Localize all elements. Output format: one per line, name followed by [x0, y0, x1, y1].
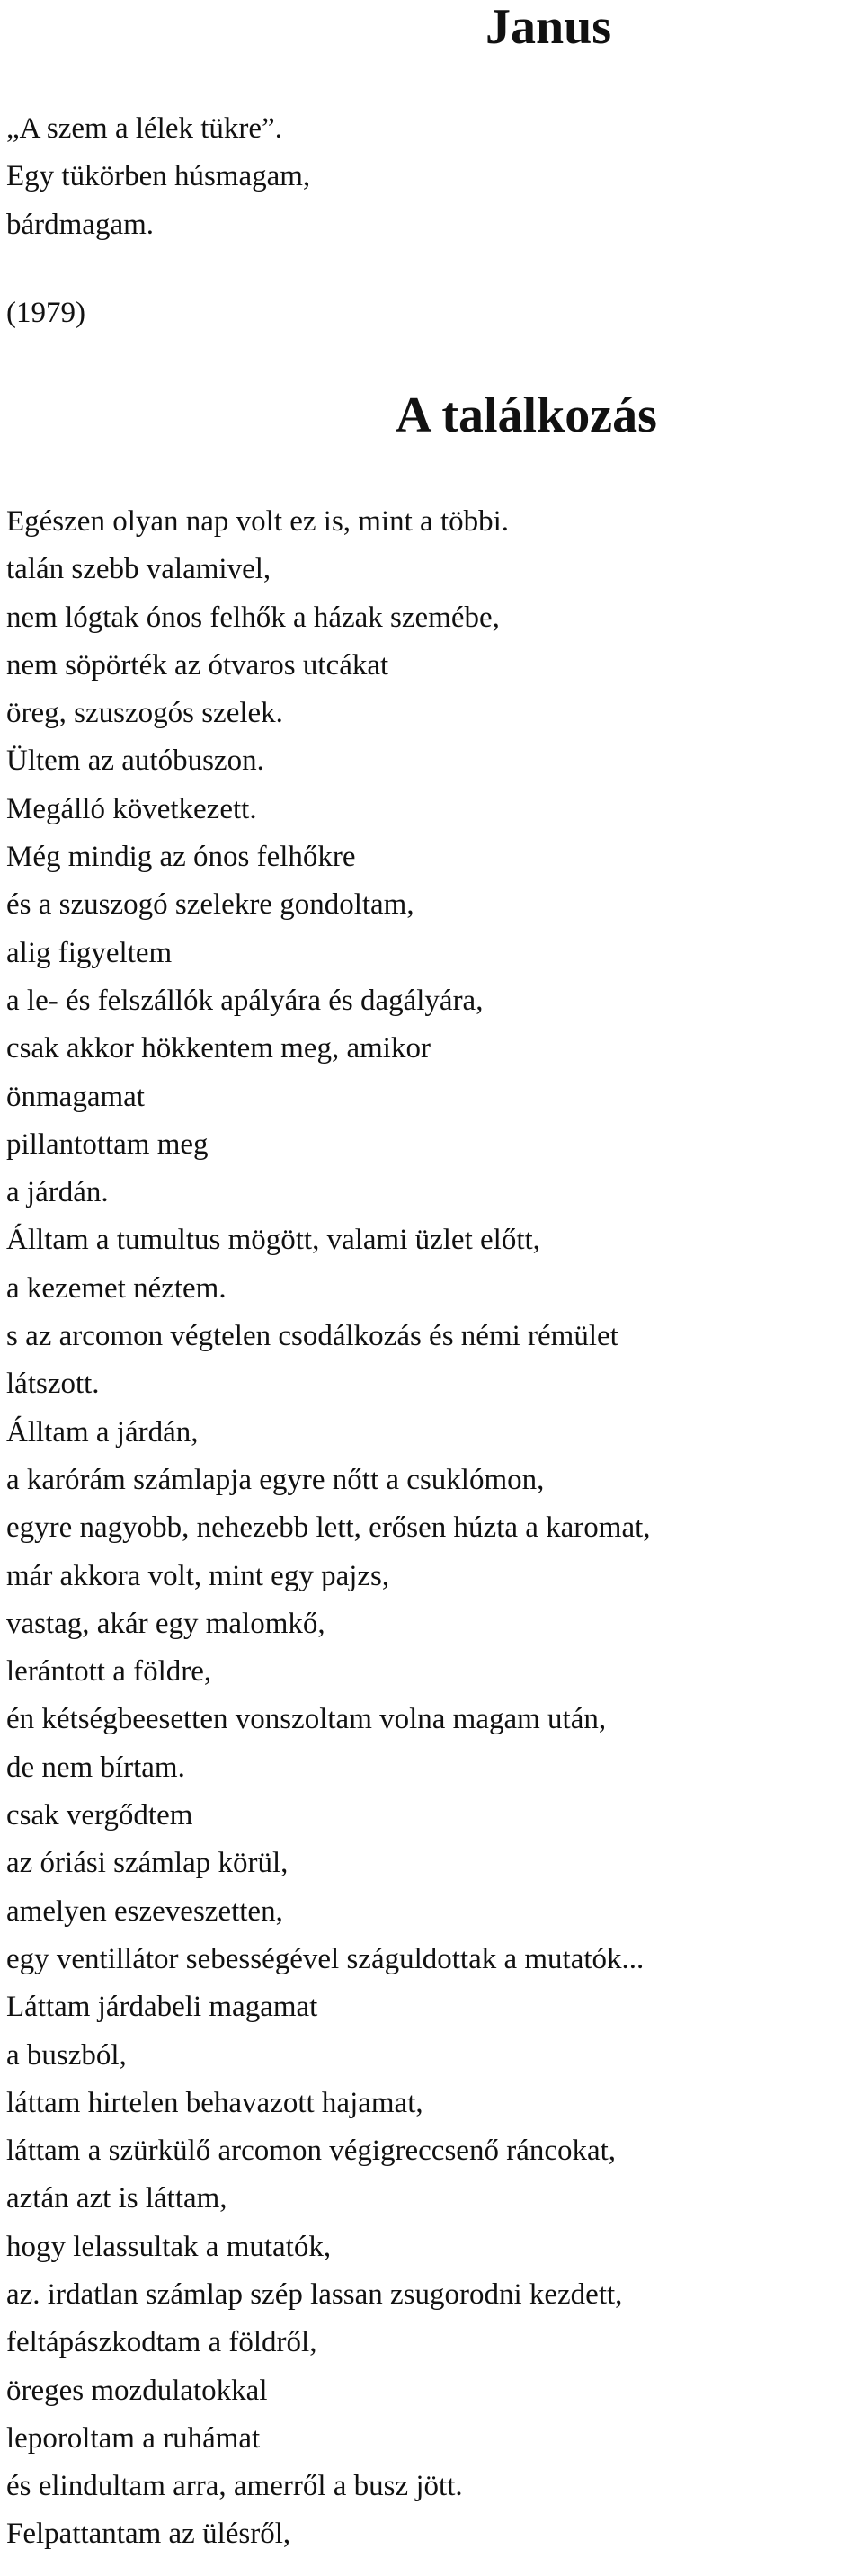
poem-line: hogy lelassultak a mutatók,	[6, 2230, 332, 2263]
poem-line: a kezemet néztem.	[6, 1271, 227, 1305]
poem-line: már akkora volt, mint egy pajzs,	[6, 1559, 390, 1592]
poem-line: az óriási számlap körül,	[6, 1847, 289, 1880]
poem-line: láttam hirtelen behavazott hajamat,	[6, 2086, 423, 2119]
poem-line: és a szuszogó szelekre gondoltam,	[6, 888, 414, 922]
poem-line: alig figyeltem	[6, 936, 173, 969]
poem-line: az. irdatlan számlap szép lassan zsugorodni kezdett,	[6, 2277, 623, 2311]
poem-a-talalkozas-body	[6, 498, 651, 2559]
poem-line: Felpattantam az ülésről,	[6, 2518, 291, 2551]
poem-line: a karórám számlapja egyre nőtt a csuklómon,	[6, 1463, 545, 1496]
poem-line: a buszból,	[6, 2038, 127, 2072]
poem-line: egyre nagyobb, nehezebb lett, erősen húzta a karomat,	[6, 1511, 651, 1545]
poem-line: de nem bírtam.	[6, 1751, 185, 1784]
poem-year: (1979)	[6, 297, 85, 329]
poem-line: a járdán.	[6, 1176, 109, 1209]
poem-line: Még mindig az ónos felhőkre	[6, 841, 356, 874]
poem-line: öreg, szuszogós szelek.	[6, 697, 283, 730]
poem-line: egy ventillátor sebességével száguldottak a mutatók...	[6, 1942, 645, 1975]
poem-line: amelyen eszeveszetten,	[6, 1894, 283, 1928]
poem-line: bárdmagam.	[6, 208, 155, 241]
poem-line: csak akkor hökkentem meg, amikor	[6, 1032, 431, 1065]
poem-line: látszott.	[6, 1368, 100, 1401]
poem-title-a-talalkozas: A találkozás	[396, 388, 657, 443]
poem-line: Álltam a tumultus mögött, valami üzlet előtt,	[6, 1224, 540, 1257]
poem-line: öreges mozdulatokkal	[6, 2374, 268, 2407]
poem-line: én kétségbeesetten vonszoltam volna magam után,	[6, 1703, 607, 1736]
poem-line: és elindultam arra, amerről a busz jött.	[6, 2470, 463, 2503]
poem-line: Ültem az autóbuszon.	[6, 744, 264, 778]
poem-line: nem söpörték az ótvaros utcákat	[6, 648, 389, 682]
poem-line: talán szebb valamivel,	[6, 553, 271, 586]
poem-line: Egészen olyan nap volt ez is, mint a többi.	[6, 505, 510, 538]
poem-line: önmagamat	[6, 1080, 145, 1113]
poem-line: Láttam járdabeli magamat	[6, 1991, 318, 2024]
poem-line: pillantottam meg	[6, 1128, 209, 1161]
poem-line: „A szem a lélek tükre”.	[6, 112, 282, 145]
poem-line: Egy tükörben húsmagam,	[6, 160, 311, 193]
poem-line: feltápászkodtam a földről,	[6, 2326, 317, 2359]
poem-line: lerántott a földre,	[6, 1655, 212, 1689]
poem-line: Álltam a járdán,	[6, 1415, 199, 1448]
poem-title-janus: Janus	[485, 0, 612, 55]
poem-janus-body	[6, 105, 310, 249]
poem-line: vastag, akár egy malomkő,	[6, 1607, 325, 1640]
poem-line: aztán azt is láttam,	[6, 2182, 227, 2215]
poem-line: a le- és felszállók apályára és dagályára,	[6, 984, 484, 1017]
poem-line: láttam a szürkülő arcomon végigreccsenő ráncokat,	[6, 2135, 617, 2168]
poem-line: leporoltam a ruhámat	[6, 2421, 261, 2455]
poem-line: s az arcomon végtelen csodálkozás és némi rémület	[6, 1320, 618, 1353]
poem-line: Megálló következett.	[6, 792, 257, 825]
poem-line: csak vergődtem	[6, 1799, 193, 1832]
poem-line: nem lógtak ónos felhők a házak szemébe,	[6, 601, 500, 634]
